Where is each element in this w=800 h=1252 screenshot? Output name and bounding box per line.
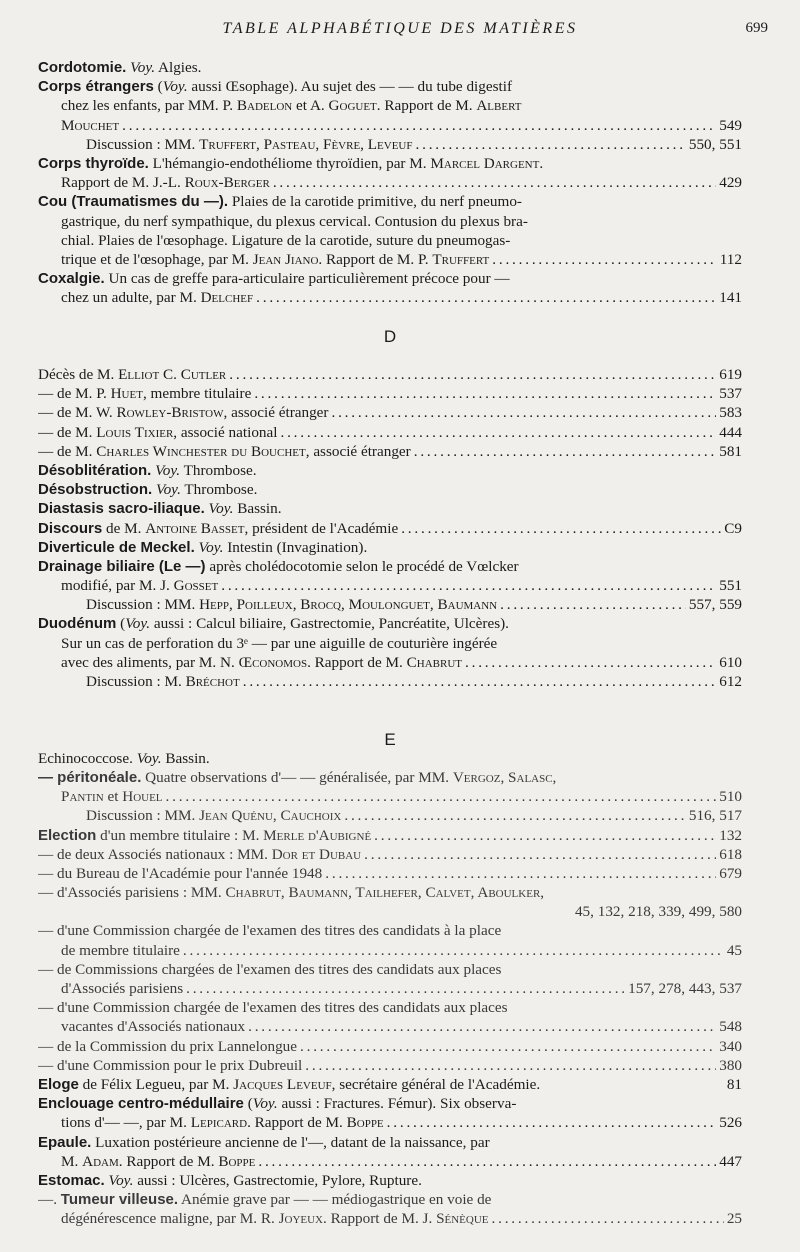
entry-election-deux: — de deux Associés nationaux : MM. Dor et Dubau . . . 618 xyxy=(38,845,742,864)
discussion-line: Discussion : M. Bréchot . . . 612 xyxy=(38,672,742,691)
leader-dots xyxy=(254,384,716,403)
leader-dots xyxy=(414,442,717,461)
entry-diastasis: Diastasis sacro-iliaque. Voy. Bassin. xyxy=(38,500,282,518)
leader-dots xyxy=(416,135,686,154)
entry-line: chial. Plaies de l'œsophage. Ligature de la carotide, suture du pneumogas- xyxy=(61,231,511,249)
leader-dots xyxy=(280,423,716,442)
entry-election-comm3: — d'une Commission chargée de l'examen des titres des candidats aux places xyxy=(38,999,508,1017)
entry-line: trique et de l'œsophage, par M. Jean Jiano. Rapport de M. P. Truffert . . . 112 xyxy=(38,250,742,269)
entry-election-comm2: — de Commissions chargées de l'examen des titres des candidats aux places xyxy=(38,960,502,978)
entry-line: de membre titulaire . . . 45 xyxy=(38,941,742,960)
entry-cordotomie: Cordotomie. Voy. Algies. xyxy=(38,59,202,76)
entry-duodenum: Duodénum (Voy. aussi : Calcul biliaire, Gastrectomie, Pancréatite, Ulcères). xyxy=(38,615,509,633)
entry-election: Election d'un membre titulaire : M. Merle d'Aubigné . . . 132 xyxy=(38,826,742,845)
leader-dots xyxy=(325,864,716,883)
entry-line: Mouchet . . . 549 xyxy=(38,116,742,135)
leader-dots xyxy=(374,826,716,845)
entry-line: Rapport de M. J.-L. Roux-Berger . . . 429 xyxy=(38,173,742,192)
leader-dots xyxy=(229,365,716,384)
entry-deces-tixier: — de M. Louis Tixier, associé national . . . 444 xyxy=(38,423,742,442)
entry-line: chez les enfants, par MM. P. Badelon et A. Goguet. Rapport de M. Albert xyxy=(61,97,522,115)
leader-dots xyxy=(387,1113,717,1132)
discussion-line: Discussion : MM. Hepp, Poilleux, Brocq, Moulonguet, Baumann . . . 557, 559 xyxy=(38,595,742,614)
leader-dots xyxy=(258,1152,716,1171)
entry-line: —. Tumeur villeuse. Anémie grave par — — médiogastrique en voie de xyxy=(38,1191,492,1209)
entry-line: vacantes d'Associés nationaux . . . 548 xyxy=(38,1017,742,1036)
entry-echinococcose: Echinococcose. Voy. Bassin. xyxy=(38,749,210,767)
entry-line: Pantin et Houel . . . 510 xyxy=(38,787,742,806)
leader-dots xyxy=(122,116,716,135)
leader-dots xyxy=(364,845,716,864)
entry-line: dégénérescence maligne, par M. R. Joyeux. Rapport de M. J. Sénèque . . . 25 xyxy=(38,1209,742,1228)
entry-election-comm1: — d'une Commission chargée de l'examen des titres des candidats à la place xyxy=(38,922,502,940)
running-head xyxy=(0,20,800,42)
entry-corps-etrangers: Corps étrangers (Voy. aussi Œsophage). Au sujet des — — du tube digestif xyxy=(38,78,513,96)
section-letter-d: D xyxy=(383,326,397,346)
discussion-line: Discussion : MM. Jean Quénu, Cauchoix . . . 516, 517 xyxy=(38,806,742,825)
entry-diverticule: Diverticule de Meckel. Voy. Intestin (Invagination). xyxy=(38,538,368,556)
entry-deces-winchester: — de M. Charles Winchester du Bouchet, associé étranger . . . 581 xyxy=(38,442,742,461)
leader-dots xyxy=(344,806,685,825)
entry-line: Sur un cas de perforation du 3ᵉ — par une aiguille de couturière ingérée xyxy=(61,634,498,652)
entry-line: gastrique, du nerf sympathique, du plexus cervical. Contusion du plexus bra- xyxy=(61,212,528,230)
entry-estomac: Estomac. Voy. aussi : Ulcères, Gastrectomie, Pylore, Rupture. xyxy=(38,1171,422,1189)
leader-dots xyxy=(500,595,686,614)
entry-election-dubreuil: — d'une Commission pour le prix Dubreuil . . . 380 xyxy=(38,1056,742,1075)
leader-dots xyxy=(243,672,717,691)
entry-deces-huet: — de M. P. Huet, membre titulaire . . . 537 xyxy=(38,384,742,403)
entry-line: modifié, par M. J. Gosset . . . 551 xyxy=(38,576,742,595)
entry-line: M. Adam. Rapport de M. Boppe . . . 447 xyxy=(38,1152,742,1171)
leader-dots xyxy=(256,288,716,307)
leader-dots xyxy=(273,173,716,192)
entry-election-assoc: — d'Associés parisiens : MM. Chabrut, Baumann, Tailhefer, Calvet, Aboulker, xyxy=(38,884,545,902)
entry-line: avec des aliments, par M. N. Œconomos. Rapport de M. Chabrut . . . 610 xyxy=(38,653,742,672)
entry-coxalgie: Coxalgie. Un cas de greffe para-articulaire particulièrement précoce pour — xyxy=(38,270,510,288)
entry-corps-thyroide: Corps thyroïde. L'hémangio-endothéliome thyroïdien, par M. Marcel Dargent. xyxy=(38,154,544,172)
entry-desobliteration: Désoblitération. Voy. Thrombose. xyxy=(38,461,257,479)
entry-cou: Cou (Traumatismes du —). Plaies de la carotide primitive, du nerf pneumo- xyxy=(38,193,522,211)
leader-dots xyxy=(401,519,721,538)
leader-dots xyxy=(465,653,716,672)
section-letter-e: E xyxy=(384,729,396,749)
entry-eloge: Eloge de Félix Legueu, par M. Jacques Leveuf, secrétaire général de l'Académie. 81 xyxy=(38,1075,742,1093)
entry-discours: Discours de M. Antoine Basset, président de l'Académie . . . C9 xyxy=(38,519,742,538)
entry-drainage: Drainage biliaire (Le —) après cholédocotomie selon le procédé de Vœlcker xyxy=(38,557,519,575)
discussion-line: Discussion : MM. Truffert, Pasteau, Fèvre, Leveuf . . . 550, 551 xyxy=(38,135,742,154)
leader-dots xyxy=(183,941,724,960)
entry-election-bureau: — du Bureau de l'Académie pour l'année 1948 . . . 679 xyxy=(38,864,742,883)
entry-desobstruction: Désobstruction. Voy. Thrombose. xyxy=(38,481,258,499)
leader-dots xyxy=(166,787,717,806)
entry-election-lannelongue: — de la Commission du prix Lannelongue . . . 340 xyxy=(38,1037,742,1056)
entry-enclouage: Enclouage centro-médullaire (Voy. aussi : Fractures. Fémur). Six observa- xyxy=(38,1095,517,1113)
leader-dots xyxy=(300,1037,716,1056)
entry-line: tions d'— —, par M. Lepicard. Rapport de M. Boppe . . . 526 xyxy=(38,1113,742,1132)
entry-peritoneale: — péritonéale. Quatre observations d'— — généralisée, par MM. Vergoz, Salasc, xyxy=(38,768,557,786)
page-number: 699 xyxy=(745,20,768,36)
entry-deces-rowley: — de M. W. Rowley-Bristow, associé étranger . . . 583 xyxy=(38,403,742,422)
leader-dots xyxy=(305,1056,716,1075)
leader-dots xyxy=(248,1017,716,1036)
leader-dots xyxy=(492,250,717,269)
leader-dots xyxy=(221,576,716,595)
leader-dots xyxy=(492,1209,724,1228)
entry-line: d'Associés parisiens . . . 157, 278, 443, 537 xyxy=(38,979,742,998)
leader-dots xyxy=(186,979,625,998)
entry-line: 45, 132, 218, 339, 499, 580 xyxy=(574,903,742,921)
running-title: TABLE ALPHABÉTIQUE DES MATIÈRES xyxy=(222,20,578,37)
index-content xyxy=(38,58,742,1228)
leader-dots xyxy=(331,403,716,422)
entry-line: chez un adulte, par M. Delchef . . . 141 xyxy=(38,288,742,307)
entry-deces: Décès de M. Elliot C. Cutler . . . 619 xyxy=(38,365,742,384)
entry-epaule: Epaule. Luxation postérieure ancienne de l'—, datant de la naissance, par xyxy=(38,1133,490,1151)
